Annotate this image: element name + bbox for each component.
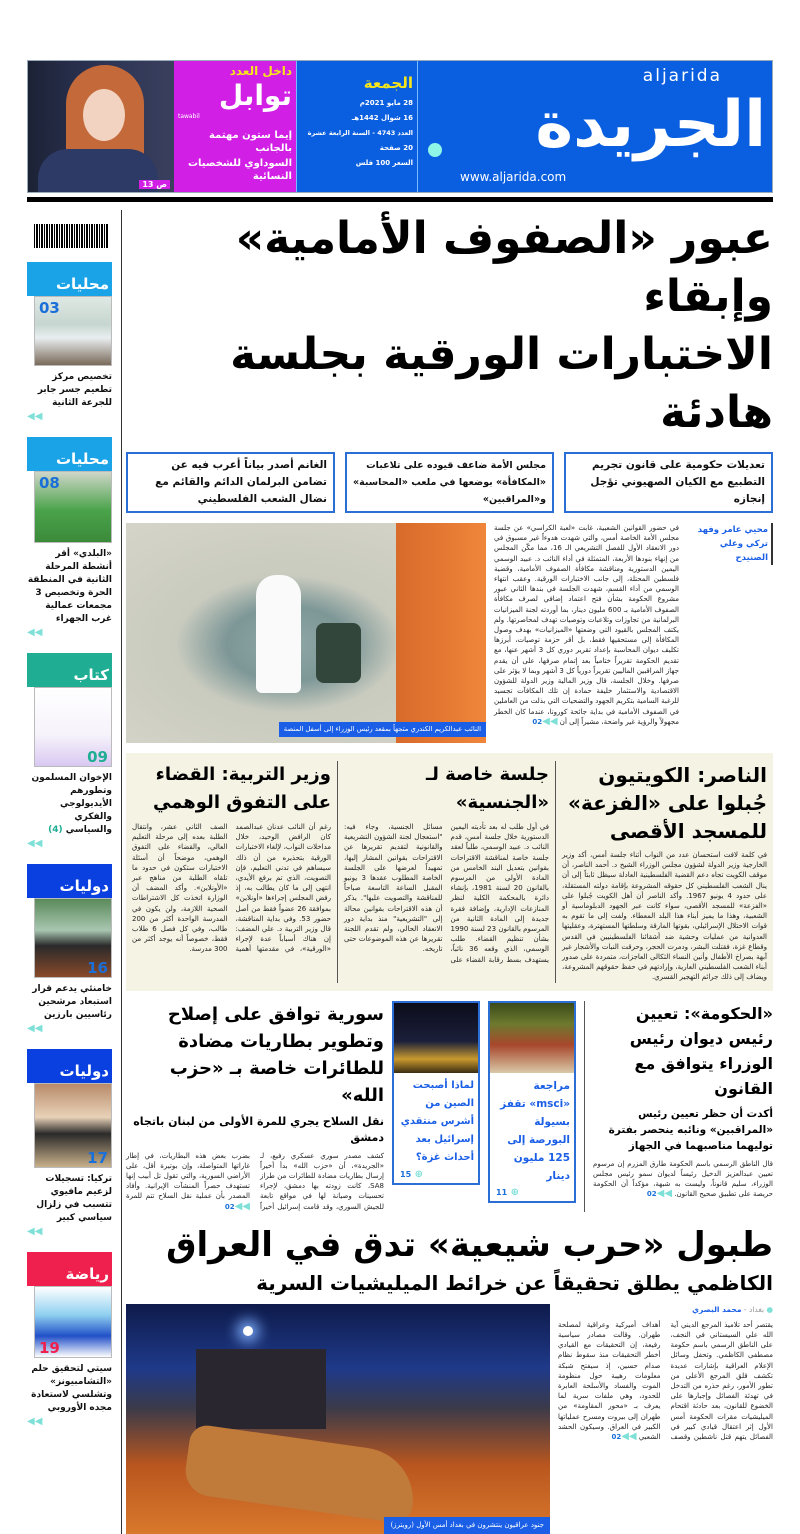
lead-box-1[interactable]: تعديلات حكومية على قانون تجريم التطبيع مع الكيان الصهيوني تؤجل إنجازه [564,452,773,513]
promo-text-2: السوداوي للشخصيات النسائية [187,158,292,182]
lead-jump[interactable]: 02 [532,717,543,726]
lead-body [494,523,679,727]
gov-story [593,1001,773,1200]
syria-story [126,1001,384,1212]
teaser-china-text: لماذا أصبحت الصين من أشرس منتقدي إسرائيل بعد أحداث غزة؟ [400,1079,474,1163]
sidebar-section-header[interactable] [27,864,112,898]
teaser-china-page: 15 [400,1169,412,1179]
teaser-msci-text: مراجعة «msci» تقفز بسيولة البورصة إلى 125 مليون دينار [500,1079,570,1182]
lead-photo[interactable] [126,523,486,743]
sidebar-story[interactable] [27,548,112,626]
sidebar-story-text: «البلدي» أقر أنشطة المرحلة الثانية في المنطقة الحرة وتخصيص 3 مجمعات عمالية غرب الجهراء [27,549,112,624]
sidebar-story-text: الإخوان المسلمون وتطورهم الأيديولوجي والفكري والسياسي [31,773,112,835]
iraq-text [558,1304,773,1442]
sidebar-page-number: 03 [39,299,60,317]
plus-icon: ⊕ [411,1168,424,1180]
website[interactable]: www.aljarida.com [460,170,567,184]
gov-body [593,1159,773,1200]
sidebar-section [27,437,112,639]
podium-shape [396,523,486,743]
logo-dot [428,143,442,157]
lead-headline-2[interactable]: الاختبارات الورقية بجلسة هادئة [230,329,773,438]
nationality-body: في أول طلب له بعد تأديته اليمين الدستورية خلال جلسة أمس، قدم النائب د. عبيد الوسمي، طلباً لعقد جلسة خاصة لمناقشة الاقتراحات بقوانين بتعديل البند الخامس من المادة الأولى من المرسوم بالقانون 20 لسنة 1981، بإنشاء دائرة بالمحكمة الكلية لنظر المنازعات الإدارية، وإضافة فقرة جديدة إلى المادة الثانية من المرسوم بالقانون 23 لسنة 1990 بشأن تنظيم القضاء. طلب الوسمي، الذي وقعه 36 نائباً، يستهدف بسط رقابة القضاء على مسائل الجنسية، وجاء فيه: "استعجال لجنة الشؤون التشريعية والقانونية لتقديم تقريرها عن الاقتراحات بقوانين المشار إليها، تمهيداً لعرضها على الجلسة الخاصة المطلوب عقدها 3 يونيو المقبل الساعة التاسعة صباحاً للمناقشة والتصويت عليها". يذكر أن هذه الاقتراحات بقوانين محالة إلى "التشريعية" منذ بداية دور الانعقاد الحالي، ولم تقدم اللجنة تقريرها عن هذه الموضوعات حتى تاريخه. [344,823,550,964]
gov-jump[interactable]: 02 [646,1190,657,1199]
iraq-body [558,1320,773,1442]
continue-icon: ◀◀ [234,1200,250,1212]
continue-icon: ◀◀ [542,715,558,727]
nasser-body: في كلمة لافت استحسان عدد من النواب أثناء جلسة أمس، أكد وزير الخارجية وزير الدولة لشؤون مجلس الوزراء الشيخ د. أحمد الناصر، أن موقف الكويت تجاه دعم القضية الفلسطينية العادلة سيظل ثابتاً إلى أن ينال الشعب الفلسطيني كل حقوقه المشروعة بإقامة دولته المستقلة، على حدود 4 يونيو 1967. وأكد الناصر أن أهل الكويت جُبلوا على «الفزعة» للمسجد الأقصى، سواء كانت عبر الجهود الدبلوماسية أو الشعبية، وهذا ما يميز أبناء هذا البلد المعطاء. ولفت إلى ما تقوم به قوات الاحتلال الإسرائيلي، بقوتها المارقة وسلطتها المستهترة، وعقليتها العدوانية من عمليات وحشية ضد أشقائنا الفلسطينيين في القدس وقطاع غزة، فقتلت البشر، ودمرت الحجر، وحرقت النبات والأشجار غير آبهة بصراخ الأطفال وأنين النساء الثكالى العاجزات، متمردة على صدور أبناء الشعب الفلسطيني العارية، وإرادتهم في حفظ حقوقهم المشروعة، ويضاف إلى ذلك جرائم التهجير القسري. [562,851,768,982]
sidebar-section [27,653,112,850]
teaser-msci-page-wrap [490,1185,574,1201]
sidebar-page-number: 17 [87,1149,108,1167]
sidebar-page-number: 19 [39,1339,60,1357]
continue-icon: ◀◀ [27,838,43,849]
sidebar-story[interactable] [27,772,112,837]
continue-icon: ◀◀ [27,1226,43,1237]
sidebar-photo[interactable] [34,471,112,543]
sidebar-photo[interactable] [34,296,112,366]
lead-headline-1[interactable]: عبور «الصفوف الأمامية» وإبقاء [235,213,773,322]
sidebar-section-header[interactable] [27,653,112,687]
sidebar-section-header[interactable] [27,1049,112,1083]
lead-box-2[interactable]: مجلس الأمة ضاعف قيوده على تلاعبات «المكافأة» بوضعها في ملعب «المحاسبة» و«المراقبين» [345,452,554,513]
syria-subhead: نقل السلاح يجري للمرة الأولى من لبنان باتجاه دمشق [133,1114,384,1144]
sidebar-story[interactable] [27,1173,112,1225]
sidebar-photo[interactable] [34,1083,112,1168]
lead-headline [126,210,773,442]
nasser-headline[interactable]: الناصر: الكويتيون جُبلوا على «الفزعة» للمسجد الأقصى [568,763,767,843]
masthead-rule [27,197,773,202]
gov-body-text: قال الناطق الرسمي باسم الحكومة طارق المزرم إن مرسوم تعيين عبدالعزيز الدخيل رئيساً لديوان سمو رئيس مجلس الوزراء، سليم قانوناً، وليست به شبهة، مؤكداً أن الحكومة حريصة على تطبيق صحيح القانون. [593,1159,773,1199]
iraq-photo[interactable] [126,1304,550,1534]
sidebar-story[interactable] [27,1363,112,1415]
education-headline[interactable]: وزير التربية: القضاء على التفوق الوهمي [153,764,331,813]
sidebar-story-text: تركيا: تسجيلات لزعيم مافيوي تتسبب في زلزال سياسي كبير [36,1174,112,1223]
row3-divider [584,1001,585,1212]
day: الجمعة [363,74,413,92]
night-sky-photo [394,1003,478,1073]
continue-icon: ◀◀ [27,1023,43,1034]
sidebar-story-text: تخصيص مركز تطعيم جسر جابر للجرعة الثانية [37,372,112,408]
iraq-headline-2: الكاظمي يطلق تحقيقاً عن خرائط الميليشيات السرية [256,1270,773,1295]
chair-shape [316,623,361,683]
syria-jump[interactable]: 02 [224,1202,235,1211]
sidebar-section-header[interactable] [27,262,112,296]
date-gregorian: 28 مايو 2021م [359,99,413,107]
sidebar-story[interactable] [27,983,112,1022]
education-story [132,761,331,955]
promo-label: داخل العدد [229,64,292,78]
iraq-jump[interactable]: 02 [611,1433,622,1442]
teaser-china-page-wrap [394,1167,478,1183]
date-panel [296,61,418,192]
promo-panel[interactable] [174,61,296,192]
dateline-dot-icon: ● [766,1304,773,1314]
continue-icon: ◀◀ [27,1416,43,1427]
sidebar-photo[interactable] [34,898,112,978]
sidebar-section-label: رياضة [65,1265,109,1283]
nationality-headline[interactable]: جلسة خاصة لـ «الجنسية» [425,764,549,813]
lead-body-text: في حضور القوانين الشعبية، غابت «لعبة الكراسي» عن جلسة مجلس الأمة الخاصة أمس، والتي شهدت هدوءاً غير مسبوق في دور الانعقاد الأول للفصل التشريعي الـ 16، مما مكّن المجلس من إنهاء بنودها الأربعة، المتمثلة في أداء النائب د. عبيد الوسمي اليمين الدستورية ومناقشة مكافأة الصفوف الأمامية، وقضية فلسطين المحتلة، إلى جانب الاختبارات الورقية. وعقب انتهاء الوسمي من أداء القسم، شهدت الجلسة في بندها الثاني عبور مشروع الحكومة بشأن فتح اعتماد إضافي لصرف مكافأة الصفوف الأمامية بـ 600 مليون دينار، بما أوردته لجنة الميزانيات البرلمانية من تجاوزات وتلاعبات وتوصيات تهدف لمحاصرتها. ولم يكتف المجلس بالقيود التي وضعتها «الميزانيات» بهدف وصول المكافأة إلى مستحقيها فقط، بل أقر حزمة توصيات، أبرزها تكليف ديوان المحاسبة بإعداد تقرير دوري كل 3 أشهر عنها، مع تقديم الحكومة تقريراً ختامياً بعد إتمام صرفها، على أن يقدم جهاز المراقبين الماليين تقريراً دورياً كل 3 أشهر وبما لا يؤثر على صرفها. وخلال الجلسة، قال وزير المالية وزير الدولة للشؤون الاقتصادية والاستثمار خليفة حمادة إن تلك المكافآت تجسيد للرغبة السامية بتكريم الجهود والتضحيات التي بذلت من العاملين في الصفوف الأمامية في بداية جائحة كورونا، عندما كان الخطر مجهولاً والرؤية غير واضحة، مشيراً إلى أن [494,524,679,726]
sidebar-section-header[interactable] [27,437,112,471]
sidebar-section-label: محليات [55,275,109,293]
sidebar-section [27,1049,112,1238]
iraq-story [126,1304,773,1534]
lead-box-3[interactable]: الغانم أصدر بياناً أعرب فيه عن تضامن البرلمان الدائم والقائم مع نضال الشعب الفلسطيني [126,452,335,513]
parliament-section [126,753,773,991]
promo-photo[interactable] [28,61,174,192]
main-column [126,210,773,1534]
gov-subhead: أكدت أن حظر تعيين رئيس «المراقبين» ونائبه ينحصر بفترة توليهما مناصبهما في الجهاز [608,1107,773,1152]
logo-panel[interactable] [418,61,772,192]
nationality-story [344,761,549,965]
syria-body [126,1151,384,1212]
sidebar-page-number: 08 [39,474,60,492]
gov-headline[interactable]: «الحكومة»: تعيين رئيس ديوان رئيس الوزراء يتوافق مع القانون [629,1003,773,1098]
lead-boxes [126,452,773,513]
lead-caption: النائب عبدالكريم الكندري متجهاً بمقعد رئيس الوزراء إلى أسفل المنصة [279,722,486,737]
sidebar-photo[interactable] [34,1286,112,1358]
armored-vehicle-shape [182,1423,420,1524]
sidebar-story-part: (4) [48,825,63,835]
building-shape [196,1349,326,1429]
sidebar-section-label: محليات [55,450,109,468]
barcode [34,224,108,248]
date-hijri: 16 شوال 1442هـ [351,114,413,122]
education-body: رغم أن النائب عدنان عبدالصمد كان الرافض الوحيد، خلال مداخلات النواب، لإلغاء الاختبارات الورقية بتحذيره من أن ذلك سيساهم في تدني التعليم، فإن التصويت، الذي تم برفع الأيدي، انتهى إلى ما كان يطالب به، إذ رفض المجلس إجراءها «أونلاين» بموافقة 26 عضواً فقط من أصل حضور 53. وفي بداية المناقشة، قال وزير التربية د. علي المضف: إن هناك أسباباً عدة لإجراء «الورقية»، في مقدمتها أهمية الصف الثاني عشر، وانتقال الطلبة بعده إلى مرحلة التعليم العالي، والقضاء على التفوق الوهمي، موضحاً أن أسئلة الاختبارات ستكون في حدود ما تلقاه الطلبة من مناهج عبر «الأونلاين». وأكد المضف أن الوزارة اتخذت كل الاشتراطات الصحية اللازمة، ولن يكون في المدرسة الواحدة أكثر من 200 طالب، وفي كل فصل 6 طلاب فقط، خصوصاً أنه يوجد أكثر من 300 مدرسة. [132,823,331,954]
sidebar-story[interactable] [27,371,112,410]
person-shape [256,575,301,693]
face-shape [83,89,125,141]
sidebar-story-text: سيتي لتحقيق حلم «التشامبيونز» وتشلسي لاستعادة مجده الأوروبي [31,1364,112,1413]
syria-headline[interactable]: سورية توافق على إصلاح وتطوير بطاريات مضادة للطائرات خاصة بـ «حزب الله» [167,1003,384,1106]
continue-icon: ◀◀ [27,627,43,638]
logo: الجريدة [535,88,766,162]
teaser-msci-page: 11 [496,1187,508,1197]
promo-brand: توابل [218,79,292,112]
promo-brand-latin: tawabil [178,113,200,120]
row2-divider-1 [555,761,556,983]
syria-body-text: كشف مصدر سوري عسكري رفيع، لـ «الجريدة»، أن «حزب الله» بدأ أخيراً إرسال بطاريات مضادة للطائرات من طراز SA8، كانت زودته بها دمشق، لإجراء تحسينات وصيانة لها في مواقع تابعة للجيش السوري، وقد قامت إسرائيل أخيراً بضرب بعض هذه البطاريات، في إطار غاراتها المتواصلة، وإن بوتيرة أقل، على الأراضي السورية، والتي تقول تل أبيب إنها تستهدف حصراً المنشآت الإيرانية. وأفاد المصدر بأن عملية نقل السلاح تتم للمرة [126,1151,384,1211]
stock-exchange-photo [490,1003,574,1073]
moon-shape [243,1326,253,1336]
continue-icon: ◀◀ [27,411,43,422]
promo-page: ص 13 [139,180,170,189]
iraq-byline [558,1304,773,1316]
sidebar-story-text: خامنئي يدعم قرار استبعاد مرشحين رئاسيين بارزين [32,984,112,1020]
continue-icon: ◀◀ [621,1431,637,1443]
issue: العدد 4743 - السنة الرابعة عشرة [307,129,413,137]
continue-icon: ◀◀ [656,1188,673,1200]
promo-text-1: إيما ستون مهتمة بالجانب [209,130,292,154]
masthead [27,60,773,193]
sidebar-section [27,1252,112,1428]
sidebar-section [27,864,112,1035]
sidebar-section-header[interactable] [27,1252,112,1286]
iraq-caption: جنود عراقيون ينتشرون في بغداد أمس الأول (رويترز) [384,1517,550,1534]
sidebar-photo[interactable] [34,687,112,767]
iraq-author: محمد البصري [692,1304,742,1314]
pages: 20 صفحة [379,144,413,152]
iraq-section [126,1222,773,1534]
lead-story [126,523,773,743]
iraq-body-text: يقتصر أحد تلاميذ المرجع الديني آية الله علي السيستاني في النجف، على الناطق الرسمي باسم حكومة مصطفى الكاظمي. وتحفل وسائل الإعلام العراقية بإشارات عديدة تكشف قلق المرجع الأعلى من تطور الأمور، رغم حذره من التدخل في تهدئة الفصائل وإجبارها على الخضوع للقانون، بعد حادثة اقتحام الميليشيات مقرات الحكومة أمس الأول إثر اعتقال قيادي كبير في الفصائل يتهم قتل ناشطين وقصف أهداف أميركية وعراقية لمصلحة طهران. وقالت مصادر سياسية رفيعة، إن التحقيقات مع القيادي أخطر التحقيقات منذ سقوط نظام صدام حسين، إذ سيفتح شبكة معلومات رهيبة حول منظومة الموت والفساد والأسلحة العابرة للحدود، وهي ملفات سرية لما يعرف بـ «محور المقاومة» من طهران إلى بيروت ومسرح عملياتها الكبير في العراق. وسيكون الحشد الشعبي [558,1320,773,1442]
sidebar [27,210,112,1534]
sidebar-section [27,262,112,423]
sidebar-divider [121,210,122,1534]
price: السعر 100 فلس [355,159,413,167]
iraq-headline-1[interactable]: طبول «حرب شيعية» تدق في العراق [166,1224,773,1265]
news-row [126,1001,773,1212]
plus-icon: ⊕ [507,1186,520,1198]
sidebar-page-number: 09 [87,748,108,766]
sidebar-page-number: 16 [87,959,108,977]
lead-byline: محيي عامر وفهد تركي وعلي الصنيدح [687,523,773,565]
sidebar-section-label: كتاب [73,666,109,684]
logo-latin: aljarida [642,66,722,86]
page-body [27,210,773,1534]
row2-divider-2 [337,761,338,983]
sidebar-section-label: دوليات [59,877,109,895]
iraq-dateline: بغداد - [743,1304,765,1314]
nasser-story [562,761,767,983]
sidebar-section-label: دوليات [59,1062,109,1080]
teaser-msci[interactable] [488,1001,576,1203]
teaser-china[interactable] [392,1001,480,1185]
